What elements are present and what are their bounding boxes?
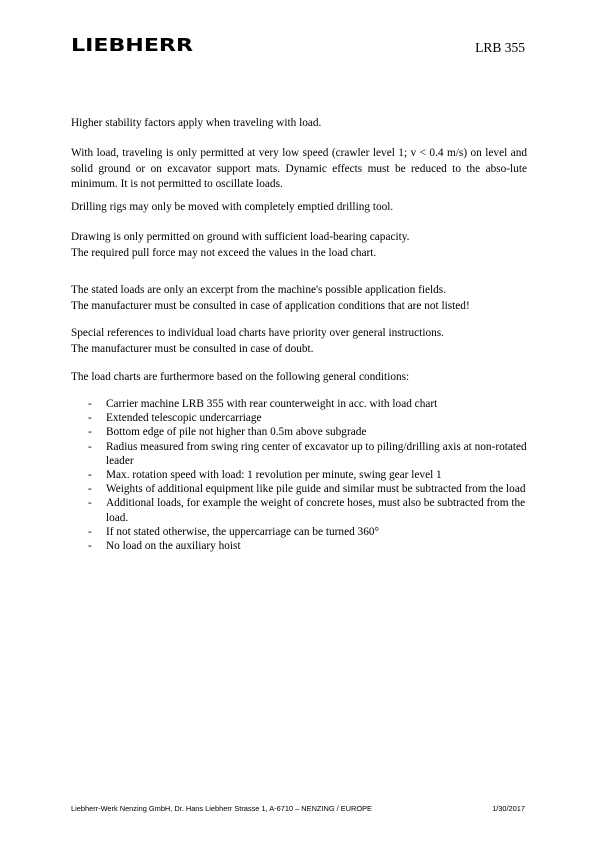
bullet-dash: - xyxy=(88,412,92,425)
bullet-dash: - xyxy=(88,440,92,453)
paragraph-special-references: Special references to individual load charts have priority over general instructions. The manufacturer must be consulted in case of doubt. xyxy=(71,327,444,355)
list-item: - Max. rotation speed with load: 1 revolution per minute, swing gear level 1 xyxy=(88,469,442,482)
bullet-dash: - xyxy=(88,426,92,439)
paragraph-general-conditions: The load charts are furthermore based on the following general conditions: xyxy=(71,371,410,383)
paragraph-stated-loads: The stated loads are only an excerpt from the machine's possible application fields. The manufacturer must be consulted in case of application conditions that are not listed! xyxy=(71,284,470,312)
list-item: - Extended telescopic undercarriage xyxy=(88,412,262,425)
paragraph-drilling-rigs: Drilling rigs may only be moved with completely emptied drilling tool. xyxy=(71,201,394,213)
footer-date: 1/30/2017 xyxy=(492,804,525,813)
bullet-dash: - xyxy=(88,483,92,496)
list-item: - Carrier machine LRB 355 with rear counterweight in acc. with load chart xyxy=(88,398,438,410)
bullet-dash: - xyxy=(88,469,92,482)
bullet-dash: - xyxy=(88,525,92,538)
bullet-dash: - xyxy=(88,540,92,553)
paragraph-traveling xyxy=(71,146,527,193)
list-item: - If not stated otherwise, the uppercarriage can be turned 360° xyxy=(88,525,380,538)
bullet-dash: - xyxy=(88,497,92,510)
liebherr-logo xyxy=(71,36,193,53)
bullet-dash: - xyxy=(88,398,92,410)
list-item: - Radius measured from swing ring center of excavator up to piling/drilling axis at non-rotated leader xyxy=(88,440,527,467)
list-item: - Bottom edge of pile not higher than 0.5m above subgrade xyxy=(88,426,367,439)
paragraph-stability: Higher stability factors apply when traveling with load. xyxy=(71,117,322,129)
list-item: - No load on the auxiliary hoist xyxy=(88,540,241,553)
conditions-list xyxy=(71,397,531,553)
svg-text:LIEBHERR: LIEBHERR xyxy=(71,36,193,53)
paragraph-traveling-text: With load, traveling is only permitted at very low speed (crawler level 1; v < 0.4 m/s) on level and solid ground or on excavator support mats. Dynamic effects must be reduced to the abso-lute minimum. It is not permitted to oscillate loads. xyxy=(71,147,527,190)
paragraph-drawing: Drawing is only permitted on ground with sufficient load-bearing capacity. The required pull force may not exceed the values in the load chart. xyxy=(71,231,410,259)
list-item: - Additional loads, for example the weight of concrete hoses, must also be subtracted from the load. xyxy=(88,497,526,524)
model-designation: LRB 355 xyxy=(475,40,525,55)
footer-address: Liebherr-Werk Nenzing GmbH, Dr. Hans Liebherr Strasse 1, A-6710 – NENZING / EUROPE xyxy=(71,804,372,813)
list-item: - Weights of additional equipment like pile guide and similar must be subtracted from the load xyxy=(88,483,526,496)
